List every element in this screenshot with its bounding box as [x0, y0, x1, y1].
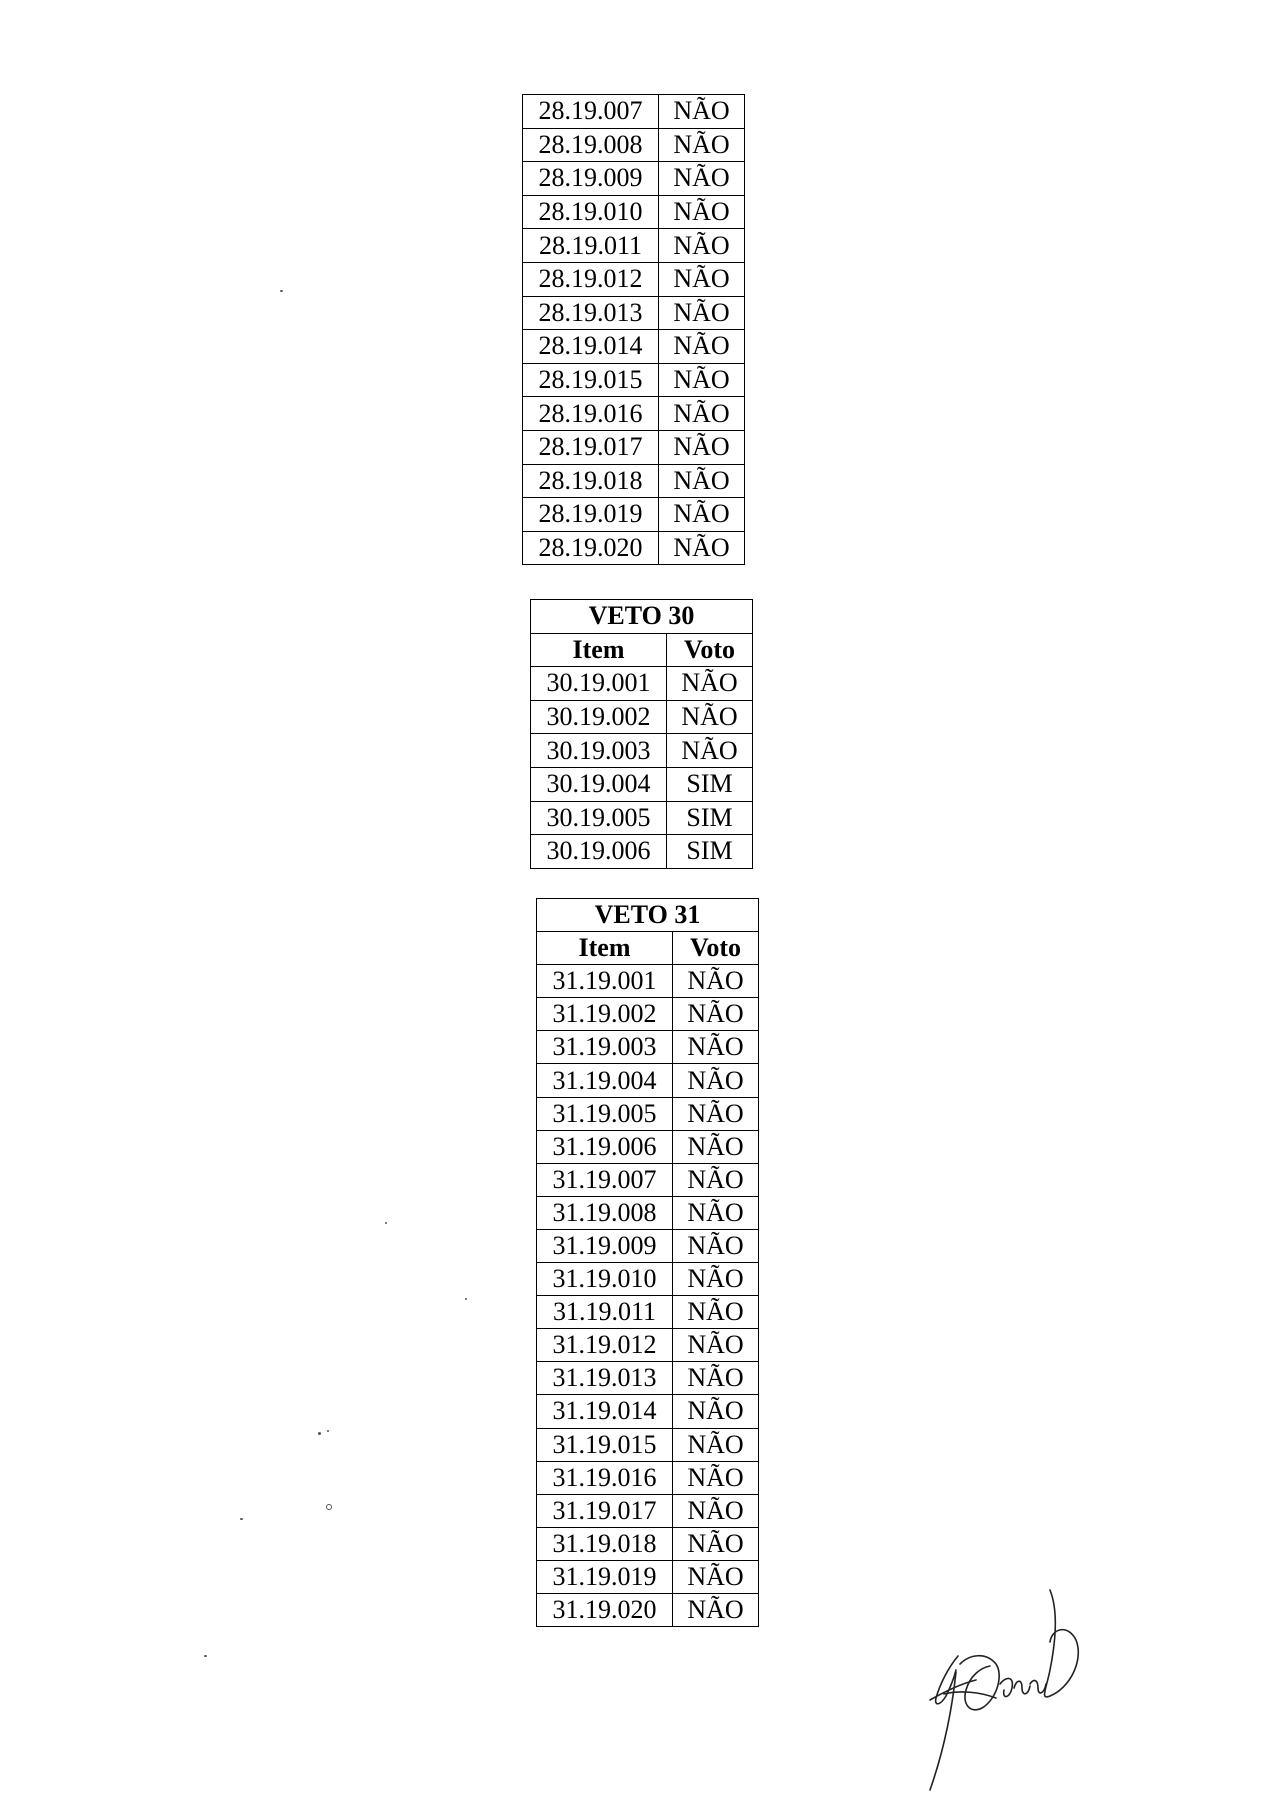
veto-30-rows — [531, 667, 753, 869]
item-cell: 28.19.019 — [523, 498, 659, 532]
table-row — [523, 195, 745, 229]
item-cell: 28.19.014 — [523, 330, 659, 364]
table-row — [531, 734, 753, 768]
item-cell: 31.19.006 — [537, 1130, 673, 1163]
voto-cell: SIM — [667, 767, 753, 801]
voto-cell: NÃO — [659, 162, 745, 196]
voto-cell: NÃO — [673, 1527, 759, 1560]
table-row — [523, 531, 745, 565]
item-column-header: Item — [537, 932, 673, 965]
voto-cell: NÃO — [659, 296, 745, 330]
item-cell: 31.19.005 — [537, 1097, 673, 1130]
voto-cell: NÃO — [673, 1428, 759, 1461]
item-cell: 28.19.015 — [523, 363, 659, 397]
voto-cell: NÃO — [673, 1494, 759, 1527]
table-row — [537, 1097, 759, 1130]
item-cell: 28.19.016 — [523, 397, 659, 431]
voto-cell: NÃO — [659, 464, 745, 498]
item-cell: 31.19.014 — [537, 1395, 673, 1428]
table-row — [537, 1163, 759, 1196]
item-cell: 31.19.008 — [537, 1196, 673, 1229]
table-row — [531, 801, 753, 835]
voto-cell: NÃO — [673, 1097, 759, 1130]
voto-cell: NÃO — [659, 531, 745, 565]
scan-speck — [465, 1298, 467, 1300]
table-row — [523, 363, 745, 397]
table-row — [537, 1560, 759, 1593]
voto-cell: NÃO — [673, 1064, 759, 1097]
item-cell: 31.19.001 — [537, 965, 673, 998]
scan-speck — [204, 1655, 207, 1657]
table-row — [523, 296, 745, 330]
table-row — [537, 1329, 759, 1362]
voto-cell: NÃO — [667, 667, 753, 701]
item-cell: 31.19.002 — [537, 998, 673, 1031]
table-row — [531, 767, 753, 801]
item-cell: 31.19.009 — [537, 1229, 673, 1262]
veto-30-table — [530, 599, 753, 869]
table-row — [537, 1196, 759, 1229]
table-row — [523, 128, 745, 162]
voto-cell: NÃO — [659, 95, 745, 129]
voto-cell: NÃO — [673, 1329, 759, 1362]
table-row — [537, 1461, 759, 1494]
voto-cell: NÃO — [659, 430, 745, 464]
item-cell: 31.19.017 — [537, 1494, 673, 1527]
item-cell: 28.19.017 — [523, 430, 659, 464]
table-row — [531, 835, 753, 869]
item-cell: 30.19.005 — [531, 801, 667, 835]
voto-cell: NÃO — [659, 498, 745, 532]
table-row — [523, 430, 745, 464]
table-row — [523, 397, 745, 431]
item-cell: 31.19.004 — [537, 1064, 673, 1097]
table-row — [537, 1064, 759, 1097]
voto-cell: NÃO — [673, 1296, 759, 1329]
item-cell: 31.19.015 — [537, 1428, 673, 1461]
table-row — [537, 1362, 759, 1395]
voto-column-header: Voto — [667, 633, 753, 667]
table-row — [537, 1296, 759, 1329]
voto-cell: NÃO — [673, 1229, 759, 1262]
table-row — [537, 1527, 759, 1560]
table-row — [523, 498, 745, 532]
voto-cell: NÃO — [667, 734, 753, 768]
item-cell: 28.19.009 — [523, 162, 659, 196]
voto-cell: SIM — [667, 801, 753, 835]
table-row — [523, 95, 745, 129]
item-cell: 31.19.020 — [537, 1593, 673, 1626]
item-cell: 28.19.008 — [523, 128, 659, 162]
item-cell: 31.19.003 — [537, 1031, 673, 1064]
table-row — [537, 1130, 759, 1163]
voto-cell: NÃO — [659, 262, 745, 296]
voto-cell: NÃO — [673, 1395, 759, 1428]
item-cell: 31.19.019 — [537, 1560, 673, 1593]
voto-cell: NÃO — [673, 1263, 759, 1296]
table-row — [531, 667, 753, 701]
item-cell: 28.19.012 — [523, 262, 659, 296]
veto-30-title: VETO 30 — [531, 600, 753, 634]
voto-cell: NÃO — [673, 998, 759, 1031]
voto-cell: NÃO — [673, 1362, 759, 1395]
table-row — [537, 1031, 759, 1064]
scan-speck — [280, 290, 283, 292]
scan-speck — [240, 1518, 243, 1520]
table-row — [537, 1494, 759, 1527]
voto-cell: SIM — [667, 835, 753, 869]
voto-cell: NÃO — [659, 397, 745, 431]
item-cell: 30.19.001 — [531, 667, 667, 701]
veto-28-rows — [523, 95, 745, 565]
table-row — [537, 965, 759, 998]
item-cell: 30.19.006 — [531, 835, 667, 869]
item-cell: 30.19.003 — [531, 734, 667, 768]
voto-cell: NÃO — [673, 1130, 759, 1163]
voto-cell: NÃO — [673, 1163, 759, 1196]
veto-31-title: VETO 31 — [537, 899, 759, 932]
item-cell: 30.19.002 — [531, 700, 667, 734]
scan-speck — [385, 1222, 387, 1224]
table-row — [523, 229, 745, 263]
item-cell: 30.19.004 — [531, 767, 667, 801]
item-cell: 28.19.010 — [523, 195, 659, 229]
voto-cell: NÃO — [659, 128, 745, 162]
item-cell: 31.19.016 — [537, 1461, 673, 1494]
table-row — [523, 330, 745, 364]
scan-speck — [326, 1504, 332, 1510]
table-row — [537, 1263, 759, 1296]
table-row — [523, 262, 745, 296]
table-row — [537, 1229, 759, 1262]
item-cell: 31.19.013 — [537, 1362, 673, 1395]
voto-cell: NÃO — [659, 363, 745, 397]
table-row — [531, 700, 753, 734]
veto-31-rows — [537, 965, 759, 1627]
table-row — [537, 1593, 759, 1626]
table-row — [537, 998, 759, 1031]
voto-cell: NÃO — [673, 1461, 759, 1494]
table-row — [523, 162, 745, 196]
voto-cell: NÃO — [673, 1593, 759, 1626]
handwritten-signature-icon — [900, 1580, 1090, 1795]
voto-cell: NÃO — [659, 330, 745, 364]
voto-cell: NÃO — [673, 1031, 759, 1064]
voto-cell: NÃO — [673, 1196, 759, 1229]
table-row — [523, 464, 745, 498]
table-row — [537, 1428, 759, 1461]
item-cell: 28.19.020 — [523, 531, 659, 565]
scan-speck — [318, 1432, 321, 1435]
veto-28-table — [522, 94, 745, 565]
item-cell: 31.19.012 — [537, 1329, 673, 1362]
veto-31-table — [536, 898, 759, 1627]
item-cell: 31.19.007 — [537, 1163, 673, 1196]
table-row — [537, 1395, 759, 1428]
voto-cell: NÃO — [667, 700, 753, 734]
item-cell: 28.19.011 — [523, 229, 659, 263]
item-cell: 28.19.018 — [523, 464, 659, 498]
item-cell: 31.19.018 — [537, 1527, 673, 1560]
voto-column-header: Voto — [673, 932, 759, 965]
voto-cell: NÃO — [673, 1560, 759, 1593]
item-cell: 31.19.011 — [537, 1296, 673, 1329]
voto-cell: NÃO — [673, 965, 759, 998]
voto-cell: NÃO — [659, 195, 745, 229]
voto-cell: NÃO — [659, 229, 745, 263]
scan-speck — [327, 1430, 329, 1432]
item-column-header: Item — [531, 633, 667, 667]
item-cell: 28.19.013 — [523, 296, 659, 330]
item-cell: 31.19.010 — [537, 1263, 673, 1296]
item-cell: 28.19.007 — [523, 95, 659, 129]
